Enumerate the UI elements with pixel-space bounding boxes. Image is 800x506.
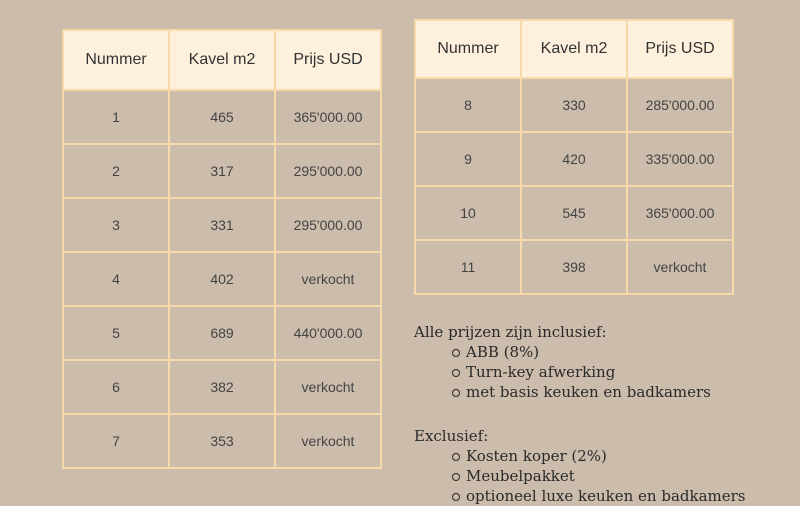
list-item-label: Meubelpakket: [466, 467, 575, 485]
list-item: [414, 446, 746, 466]
cell-prijs: verkocht: [275, 360, 381, 414]
list-item-label: Turn-key afwerking: [466, 363, 616, 381]
cell-prijs: 335'000.00: [627, 132, 733, 186]
list-item: [414, 466, 746, 486]
table-row: [63, 252, 381, 306]
cell-prijs: 365'000.00: [627, 186, 733, 240]
header-prijs: Prijs USD: [275, 30, 381, 90]
table-row: [415, 78, 733, 132]
cell-nummer: 4: [63, 252, 169, 306]
cell-kavel: 398: [521, 240, 627, 294]
cell-prijs: 440'000.00: [275, 306, 381, 360]
cell-prijs: 295'000.00: [275, 144, 381, 198]
header-nummer: Nummer: [63, 30, 169, 90]
cell-nummer: 9: [415, 132, 521, 186]
list-item-label: optioneel luxe keuken en badkamers: [466, 487, 746, 505]
table-row: [63, 414, 381, 468]
cell-kavel: 317: [169, 144, 275, 198]
cell-nummer: 8: [415, 78, 521, 132]
table-row: [63, 90, 381, 144]
list-item: [414, 342, 711, 362]
cell-nummer: 3: [63, 198, 169, 252]
cell-prijs: verkocht: [627, 240, 733, 294]
cell-kavel: 331: [169, 198, 275, 252]
list-item: [414, 486, 746, 506]
cell-nummer: 5: [63, 306, 169, 360]
header-nummer: Nummer: [415, 20, 521, 78]
inclusive-list: [414, 342, 711, 402]
header-prijs: Prijs USD: [627, 20, 733, 78]
inclusive-heading: Alle prijzen zijn inclusief:: [414, 323, 607, 341]
header-kavel: Kavel m2: [521, 20, 627, 78]
circle-bullet-icon: [452, 349, 460, 357]
cell-kavel: 402: [169, 252, 275, 306]
cell-kavel: 465: [169, 90, 275, 144]
cell-nummer: 1: [63, 90, 169, 144]
price-table-right: [414, 19, 734, 295]
cell-kavel: 382: [169, 360, 275, 414]
cell-prijs: 295'000.00: [275, 198, 381, 252]
cell-nummer: 2: [63, 144, 169, 198]
header-kavel: Kavel m2: [169, 30, 275, 90]
cell-kavel: 353: [169, 414, 275, 468]
circle-bullet-icon: [452, 389, 460, 397]
exclusive-list: [414, 446, 746, 506]
table-row: [63, 360, 381, 414]
table-header-row: [415, 20, 733, 78]
cell-kavel: 420: [521, 132, 627, 186]
circle-bullet-icon: [452, 369, 460, 377]
list-item-label: met basis keuken en badkamers: [466, 383, 711, 401]
cell-prijs: 365'000.00: [275, 90, 381, 144]
inclusive-notes: [414, 322, 711, 402]
list-item: [414, 382, 711, 402]
table-row: [415, 132, 733, 186]
cell-kavel: 689: [169, 306, 275, 360]
list-item-label: ABB (8%): [466, 343, 540, 361]
cell-prijs: verkocht: [275, 414, 381, 468]
list-item-label: Kosten koper (2%): [466, 447, 607, 465]
table-row: [63, 306, 381, 360]
cell-nummer: 6: [63, 360, 169, 414]
cell-nummer: 10: [415, 186, 521, 240]
circle-bullet-icon: [452, 473, 460, 481]
cell-kavel: 330: [521, 78, 627, 132]
cell-nummer: 11: [415, 240, 521, 294]
cell-kavel: 545: [521, 186, 627, 240]
cell-prijs: 285'000.00: [627, 78, 733, 132]
circle-bullet-icon: [452, 453, 460, 461]
table-row: [63, 198, 381, 252]
cell-prijs: verkocht: [275, 252, 381, 306]
cell-nummer: 7: [63, 414, 169, 468]
list-item: [414, 362, 711, 382]
exclusive-heading: Exclusief:: [414, 427, 489, 445]
price-table-left: [62, 29, 382, 469]
table-row: [415, 240, 733, 294]
exclusive-notes: [414, 426, 746, 506]
table-row: [63, 144, 381, 198]
table-row: [415, 186, 733, 240]
table-header-row: [63, 30, 381, 90]
